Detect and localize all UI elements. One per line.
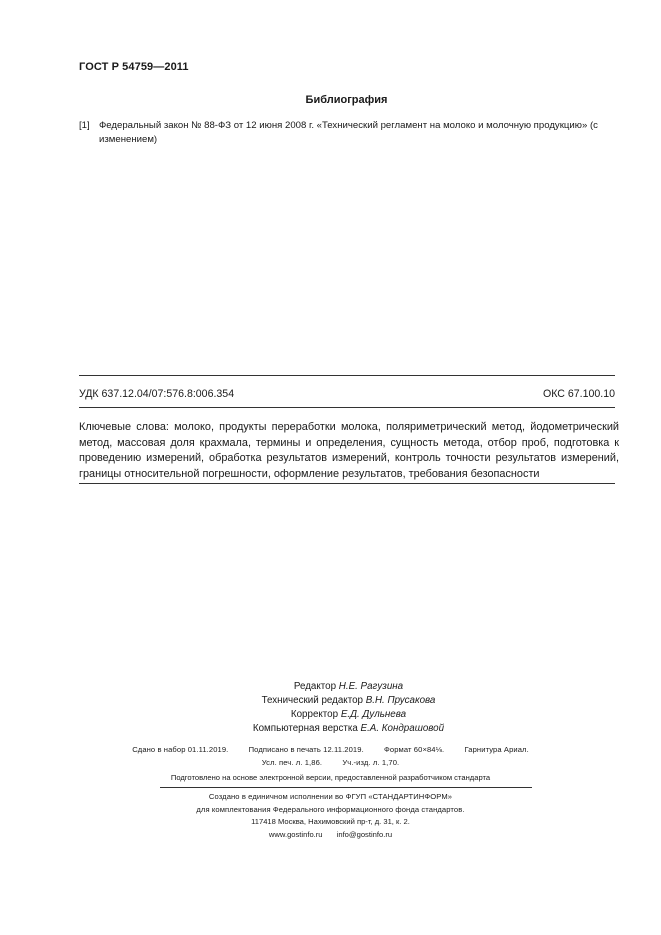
print-sheets: Усл. печ. л. 1,86. [261,758,323,767]
publisher-address: 117418 Москва, Нахимовский пр-т, д. 31, к. 2. [251,817,410,826]
print-info [0,743,661,769]
divider [79,483,615,484]
paper-format: Формат 60×84⅛. [384,745,445,754]
oks-code: ОКС 67.100.10 [542,388,615,400]
basis-note: Подготовлено на основе электронной версии, предоставленной разработчиком стандарта [170,773,491,782]
credit-layout: Компьютерная верстка Е.А. Кондрашовой [252,723,445,734]
keywords-text: Ключевые слова: молоко, продукты переработки молока, поляриметрический метод, йодометрический метод, массовая доля крахмала, термины и определения, сущность метода, отбор проб, подготовка к проведению измерений, обработка результатов измерений, контроль точности результатов измерений, границы относительной погрешности, оформление результатов, требования безопасности [79,421,619,480]
bibliography-entry-number: [1] [79,120,90,131]
udk-code: УДК 637.12.04/07:576.8:006.354 [79,388,235,400]
submitted-date: Сдано в набор 01.11.2019. [132,745,229,754]
publisher-line: для комплектования Федерального информационного фонда стандартов. [196,804,465,814]
signed-date: Подписано в печать 12.11.2019. [248,745,364,754]
divider [160,787,532,788]
typeface: Гарнитура Ариал. [464,745,529,754]
credit-tech-editor: Технический редактор В.Н. Прусакова [261,695,436,706]
bibliography-entry-text: Федеральный закон № 88-ФЗ от 12 июня 2008 г. «Технический регламент на молоко и молочную продукцию» (с изменением) [99,120,598,145]
divider [79,375,615,376]
divider [79,407,615,408]
publisher-email: info@gostinfo.ru [336,829,393,839]
credits-block [0,680,661,736]
standard-code: ГОСТ Р 54759—2011 [79,61,189,73]
credit-editor: Редактор Н.Е. Рагузина [293,681,404,692]
credit-corrector: Корректор Е.Д. Дульнева [290,709,407,720]
bibliography-title: Библиография [305,94,388,106]
publisher-contacts [0,816,661,841]
publication-sheets: Уч.-изд. л. 1,70. [342,758,400,767]
bibliography-entry [79,119,619,146]
publisher-line: Создано в единичном исполнении во ФГУП «СТАНДАРТИНФОРМ» [208,792,453,801]
publisher-website: www.gostinfo.ru [268,829,323,839]
publisher-info [0,791,661,816]
